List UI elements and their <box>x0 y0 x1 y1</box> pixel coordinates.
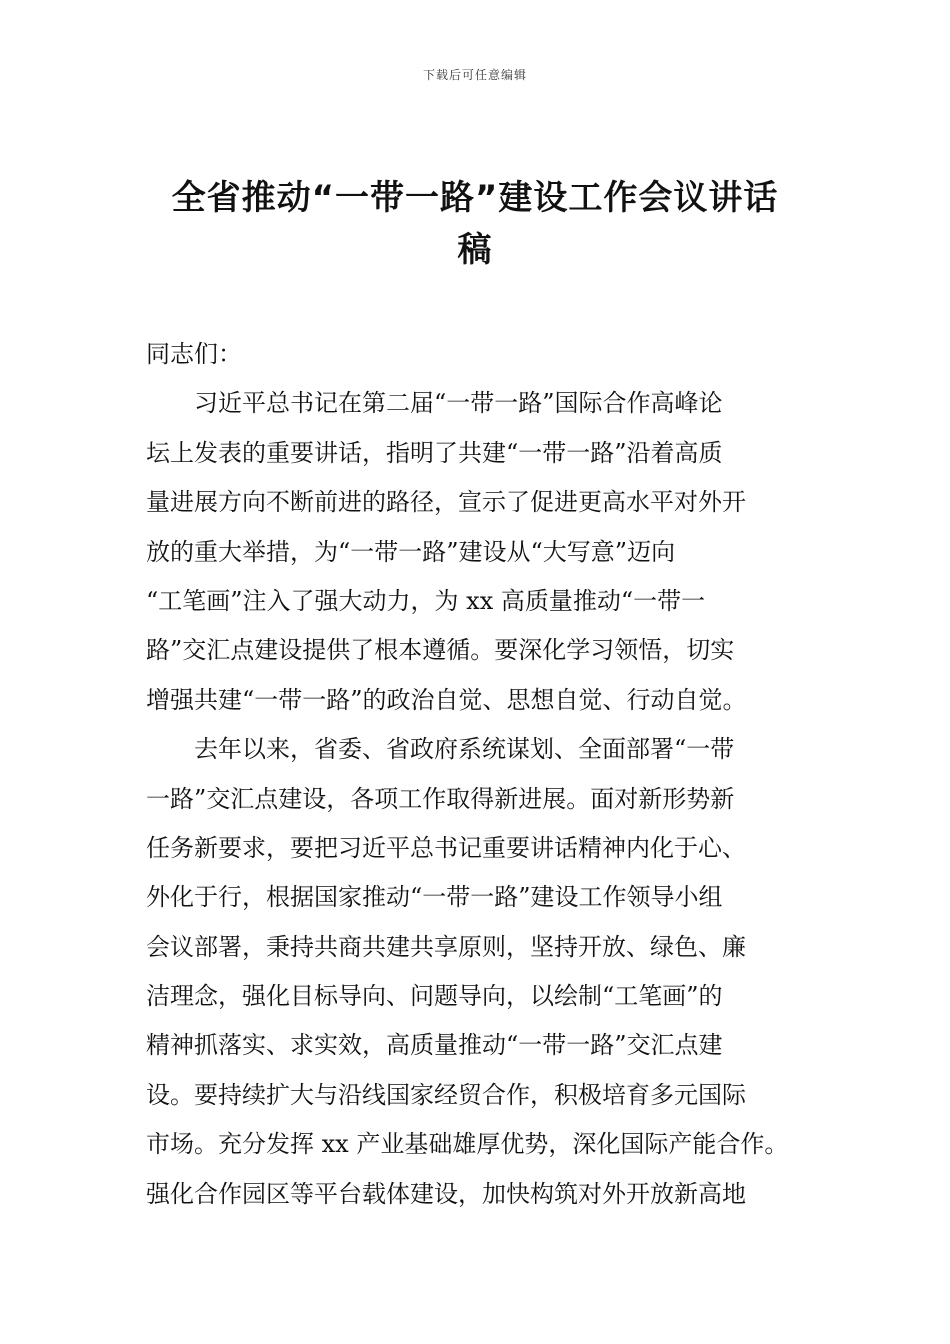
body-line: 外化于行，根据国家推动“一带一路”建设工作领导小组 <box>146 883 723 912</box>
salutation: 同志们： <box>146 340 242 368</box>
body-line: 放的重大举措，为“一带一路”建设从“大写意”迈向 <box>146 537 676 566</box>
body-line: 设。要持续扩大与沿线国家经贸合作，积极培育多元国际 <box>146 1080 746 1109</box>
title-line-1: 全省推动“一带一路”建设工作会议讲话 <box>171 178 779 218</box>
body-line: 洁理念，强化目标导向、问题导向，以绘制“工笔画”的 <box>146 982 723 1011</box>
body-line: 任务新要求，要把习近平总书记重要讲话精神内化于心、 <box>146 833 746 862</box>
body-text <box>146 330 820 1219</box>
body-line: 增强共建“一带一路”的政治自觉、思想自觉、行动自觉。 <box>146 685 747 714</box>
document-title <box>150 172 800 276</box>
body-line: 强化合作园区等平台载体建设，加快构筑对外开放新高地 <box>146 1179 746 1208</box>
title-line-2: 稿 <box>457 230 493 270</box>
body-line: 一路”交汇点建设，各项工作取得新进展。面对新形势新 <box>146 784 735 813</box>
body-line: 路”交汇点建设提供了根本遵循。要深化学习领悟，切实 <box>146 636 735 665</box>
body-line: 会议部署，秉持共商共建共享原则，坚持开放、绿色、廉 <box>146 932 746 961</box>
body-line: “工笔画”注入了强大动力，为 xx 高质量推动“一带一 <box>146 586 706 615</box>
body-line: 习近平总书记在第二届“一带一路”国际合作高峰论 <box>146 389 723 418</box>
header-note: 下载后可任意编辑 <box>422 68 527 82</box>
body-line: 坛上发表的重要讲话，指明了共建“一带一路”沿着高质 <box>146 438 723 467</box>
body-line: 去年以来，省委、省政府系统谋划、全面部署“一带 <box>146 735 735 764</box>
body-line: 精神抓落实、求实效，高质量推动“一带一路”交汇点建 <box>146 1031 723 1060</box>
body-line: 量进展方向不断前进的路径，宣示了促进更高水平对外开 <box>146 488 746 517</box>
body-line: 市场。充分发挥 xx 产业基础雄厚优势，深化国际产能合作。 <box>146 1130 789 1159</box>
